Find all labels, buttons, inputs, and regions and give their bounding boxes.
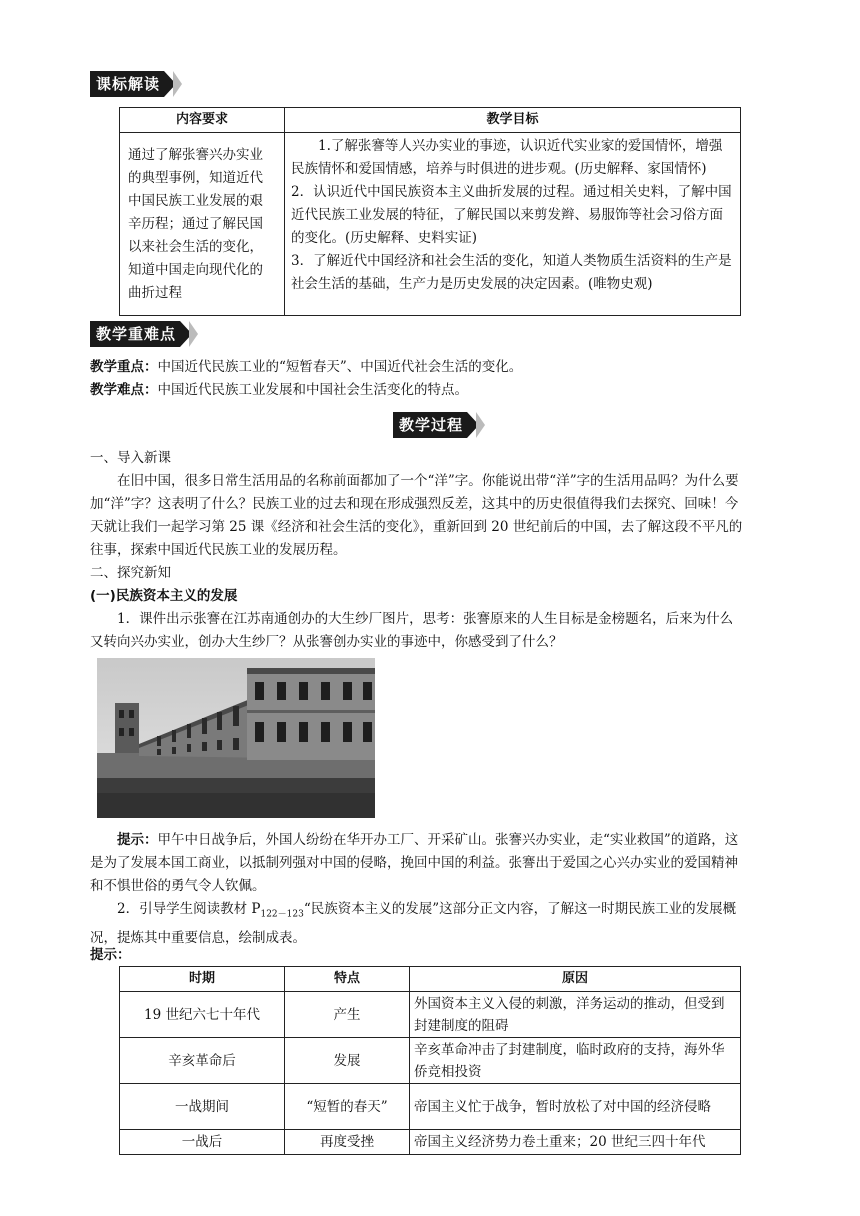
section-badge-process (393, 412, 485, 438)
hint-label: 提示： (117, 832, 158, 848)
hint-1 (90, 829, 746, 898)
focus-text: 中国近代民族工业的“短暂春天”、中国近代社会生活的变化。 (157, 359, 523, 375)
period-cell: 19 世纪六七十年代 (120, 992, 285, 1038)
hint-2-label: 提示： (90, 947, 131, 963)
feature-cell: 再度受挫 (285, 1130, 410, 1155)
table-row (120, 1130, 741, 1155)
intro-paragraph: 在旧中国，很多日常生活用品的名称前面都加了一个“洋”字。你能说出带“洋”字的生活用品吗？为什么要加“洋”字？这表明了什么？民族工业的过去和现在形成强烈反差，这其中的历史很值得我们去探究、回味！今天就让我们一起学习第 25 课《经济和社会生活的变化》，重新回到 20 世纪前后的中国，去了解这段不平凡的往事，探索中国近代民族工业的发展历程。 (90, 473, 743, 558)
feature-cell: “短暂的春天” (285, 1084, 410, 1130)
section-badge-curriculum (90, 71, 182, 97)
table-row (120, 1084, 741, 1130)
item-2 (90, 898, 746, 950)
section-title: 教学重难点 (90, 321, 180, 347)
reason-cell: 外国资本主义入侵的刺激，洋务运动的推动，但受到封建制度的阻碍 (410, 992, 741, 1038)
section-title: 教学过程 (393, 412, 467, 438)
badge-arrow-shadow-icon (173, 71, 182, 97)
table-row (120, 992, 741, 1038)
teaching-difficulty (90, 379, 746, 402)
development-table (119, 966, 741, 1155)
difficulty-label: 教学难点： (90, 382, 158, 398)
cotton-mill-illustration (97, 658, 375, 818)
table-header: 教学目标 (285, 108, 741, 133)
goal-item: 2．认识近代中国民族资本主义曲折发展的过程。通过相关史料，了解中国近代民族工业发展的特征，了解民国以来剪发辫、易服饰等社会习俗方面的变化。(历史解释、史料实证) (291, 184, 732, 246)
item-2-rest: “民族资本主义的发展”这部分正文内容，了解这一时期民族工业的发展概况，提炼其中重要信息，绘制成表。 (90, 901, 737, 946)
table-header: 时期 (120, 967, 285, 992)
requirement-cell: 通过了解张謇兴办实业的典型事例，知道近代中国民族工业发展的艰辛历程；通过了解民国以来社会生活的变化，知道中国走向现代化的曲折过程 (120, 133, 285, 316)
explore-heading: 二、探究新知 (90, 565, 171, 581)
table-header: 特点 (285, 967, 410, 992)
period-cell: 辛亥革命后 (120, 1038, 285, 1084)
reason-cell: 辛亥革命冲击了封建制度，临时政府的支持，海外华侨竞相投资 (410, 1038, 741, 1084)
badge-arrow-shadow-icon (189, 321, 198, 347)
goal-item: 3．了解近代中国经济和社会生活的变化，知道人类物质生活资料的生产是社会生活的基础，生产力是历史发展的决定因素。(唯物史观) (291, 253, 732, 292)
item-1: 1．课件出示张謇在江苏南通创办的大生纱厂图片，思考：张謇原来的人生目标是金榜题名，后来为什么又转向兴办实业，创办大生纱厂？从张謇创办实业的事迹中，你感受到了什么？ (90, 611, 734, 650)
period-cell: 一战后 (120, 1130, 285, 1155)
period-cell: 一战期间 (120, 1084, 285, 1130)
focus-label: 教学重点： (90, 359, 158, 375)
sub-heading: (一)民族资本主义的发展 (90, 588, 238, 604)
table-header: 原因 (410, 967, 741, 992)
section-title: 课标解读 (90, 71, 164, 97)
reason-cell: 帝国主义经济势力卷土重来；20 世纪三四十年代 (410, 1130, 741, 1155)
goal-item: 1.了解张謇等人兴办实业的事迹，认识近代实业家的爱国情怀，增强民族情怀和爱国情感，培养与时俱进的进步观。(历史解释、家国情怀) (291, 138, 723, 177)
intro-heading (90, 447, 746, 470)
teaching-focus (90, 356, 746, 379)
table-header: 内容要求 (120, 108, 285, 133)
hint-1-text: 甲午中日战争后，外国人纷纷在华开办工厂、开采矿山。张謇兴办实业，走“实业救国”的道路，这是为了发展本国工商业，以抵制列强对中国的侵略，挽回中国的利益。张謇出于爱国之心兴办实业的爱国精神和不惧世俗的勇气令人钦佩。 (90, 832, 739, 894)
page-range: 122－123 (260, 909, 304, 920)
curriculum-table (119, 107, 741, 316)
difficulty-text: 中国近代民族工业发展和中国社会生活变化的特点。 (157, 382, 468, 398)
table-row (120, 1038, 741, 1084)
reason-cell: 帝国主义忙于战争，暂时放松了对中国的经济侵略 (410, 1084, 741, 1130)
intro-heading-text: 一、导入新课 (90, 450, 171, 466)
goals-cell (285, 133, 741, 316)
feature-cell: 发展 (285, 1038, 410, 1084)
feature-cell: 产生 (285, 992, 410, 1038)
badge-arrow-shadow-icon (476, 412, 485, 438)
section-badge-key-points (90, 321, 198, 347)
item-2-text: 2．引导学生阅读教材 P (117, 901, 261, 917)
cotton-mill-photo (97, 658, 375, 818)
